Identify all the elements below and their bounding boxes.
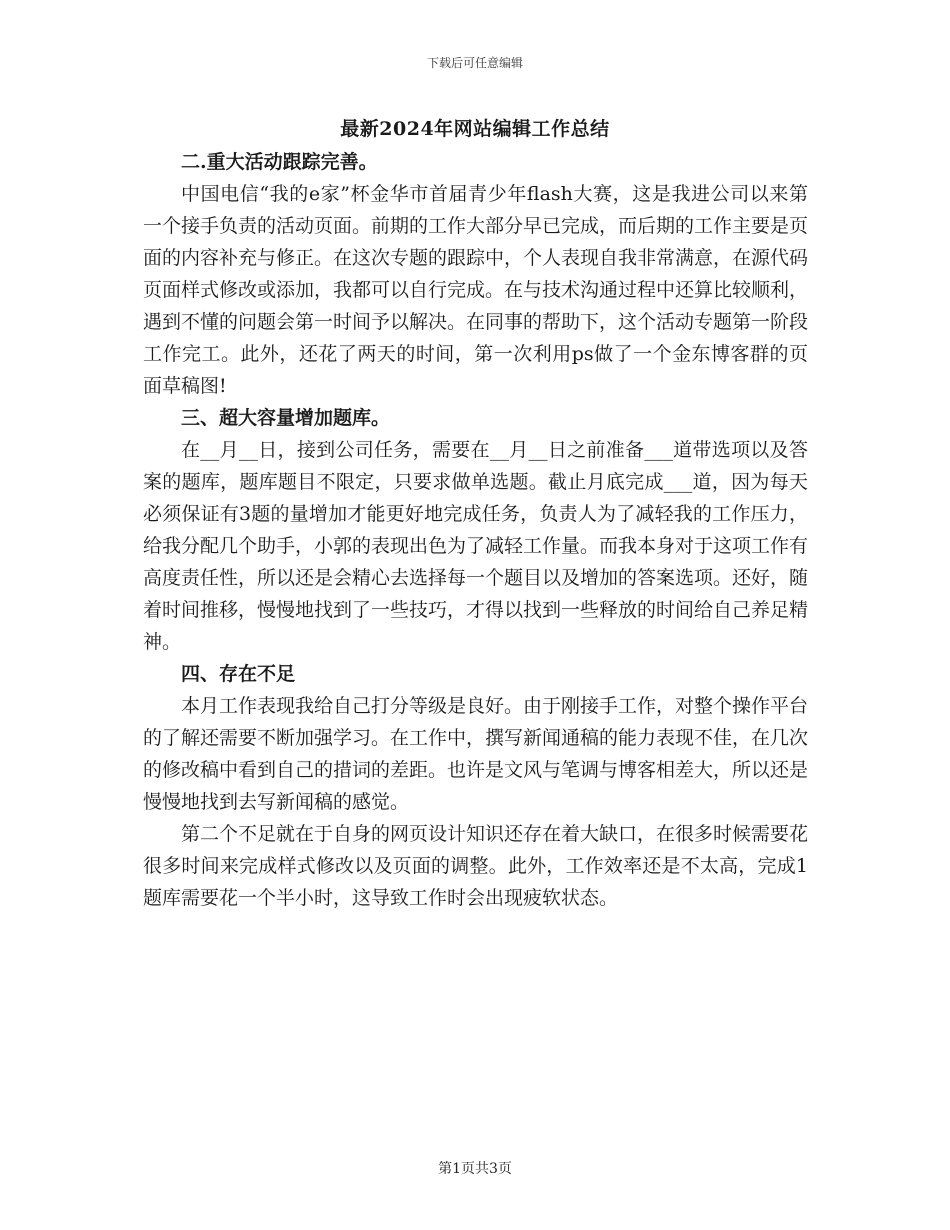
document-body — [143, 146, 808, 914]
page-header: 下载后可任意编辑 — [426, 56, 523, 70]
section-shortcomings — [143, 658, 808, 914]
section-heading: 三、超大容量增加题库。 — [181, 407, 391, 429]
section-major-events — [143, 146, 808, 402]
document-title: 最新2024年网站编辑工作总结 — [340, 118, 610, 140]
paragraph: 中国电信“我的e家”杯金华市首届青少年flash大赛，这是我进公司以来第一个接手负责的活动页面。前期的工作大部分早已完成，而后期的工作主要是页面的内容补充与修正。在这次专题的跟踪中，个人表现自我非常满意，在源代码页面样式修改或添加，我都可以自行完成。在与技术沟通过程中还算比较顺利，遇到不懂的问题会第一时间予以解决。在同事的帮助下，这个活动专题第一阶段工作完工。此外，还花了两天的时间，第一次利用ps做了一个金东博客群的页面草稿图! — [143, 183, 809, 397]
paragraph: 第二个不足就在于自身的网页设计知识还存在着大缺口，在很多时候需要花很多时间来完成样式修改以及页面的调整。此外，工作效率还是不太高，完成1题库需要花一个半小时，这导致工作时会出现疲软状态。 — [143, 823, 809, 909]
paragraph: 在__月__日，接到公司任务，需要在__月__日之前准备___道带选项以及答案的题库，题库题目不限定，只要求做单选题。截止月底完成___道，因为每天必须保证有3题的量增加才能更好地完成任务，负责人为了减轻我的工作压力，给我分配几个助手，小郭的表现出色为了减轻工作量。而我本身对于这项工作有高度责任性，所以还是会精心去选择每一个题目以及增加的答案选项。还好，随着时间推移，慢慢地找到了一些技巧，才得以找到一些释放的时间给自己养足精神。 — [143, 439, 809, 653]
page-number: 第1页共3页 — [438, 1161, 512, 1177]
section-question-bank — [143, 402, 808, 658]
paragraph: 本月工作表现我给自己打分等级是良好。由于刚接手工作，对整个操作平台的了解还需要不断加强学习。在工作中，撰写新闻通稿的能力表现不佳，在几次的修改稿中看到自己的措词的差距。也许是文风与笔调与博客相差大，所以还是慢慢地找到去写新闻稿的感觉。 — [143, 695, 809, 813]
section-heading: 四、存在不足 — [181, 663, 296, 685]
section-heading: 二.重大活动跟踪完善。 — [181, 151, 378, 173]
